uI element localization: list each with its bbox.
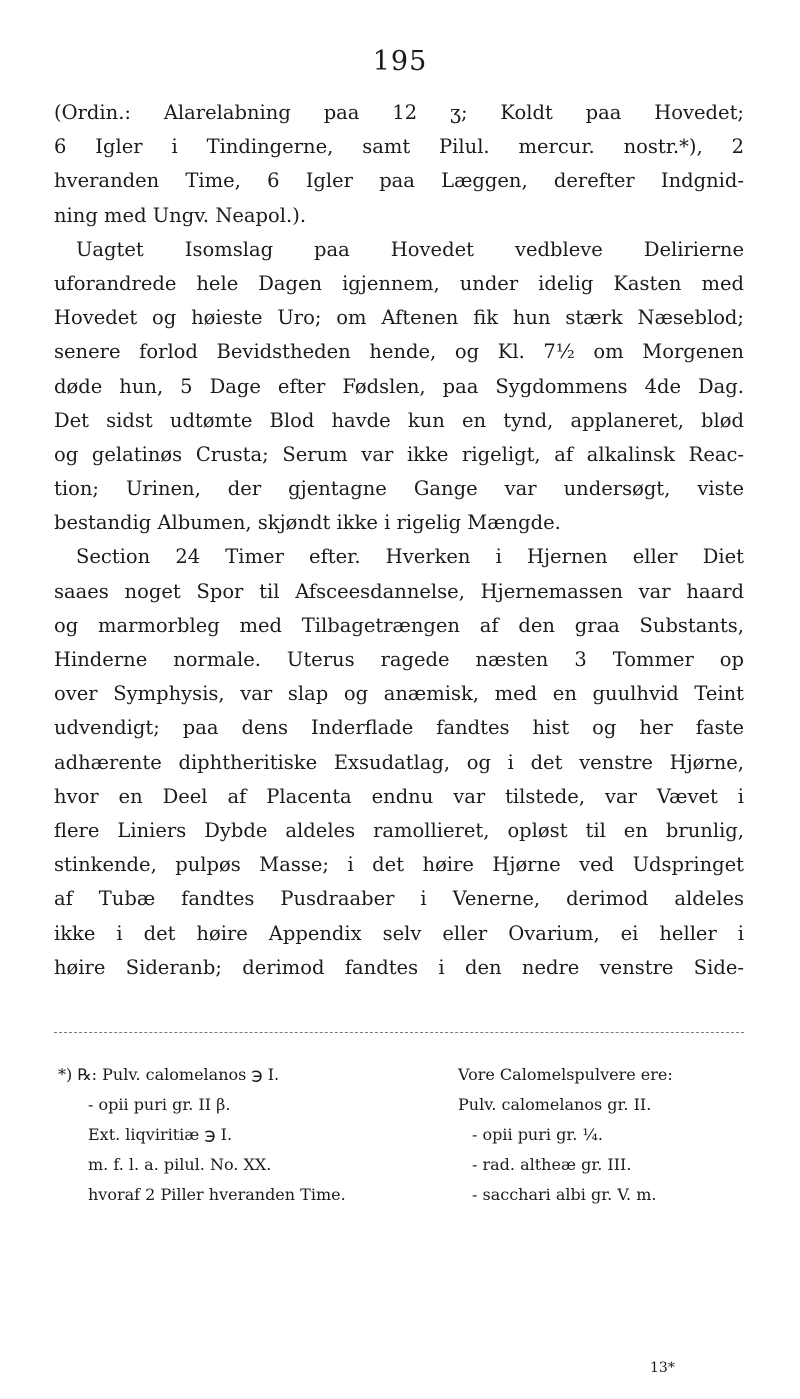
text-line: døde hun, 5 Dage efter Fødslen, paa Sygdommens 4de Dag. bbox=[54, 374, 744, 398]
footnote-line: Pulv. calomelanos gr. II. bbox=[458, 1095, 652, 1114]
text-line: Section 24 Timer efter. Hverken i Hjernen eller Diet bbox=[76, 545, 744, 569]
text-line: Det sidst udtømte Blod havde kun en tynd, applaneret, blød bbox=[54, 408, 744, 432]
page-number: 195 bbox=[372, 46, 428, 77]
footnote-line: Ext. liqviritiæ ℈ I. bbox=[88, 1125, 233, 1144]
text-line: og gelatinøs Crusta; Serum var ikke rigeligt, af alkalinsk Reac- bbox=[54, 442, 744, 466]
text-line: ning med Ungv. Neapol.). bbox=[54, 203, 307, 227]
text-line: og marmorbleg med Tilbagetrængen af den graa Substants, bbox=[54, 613, 744, 637]
text-line: Hovedet og høieste Uro; om Aftenen fik hun stærk Næseblod; bbox=[54, 306, 744, 330]
footnote-line: hvoraf 2 Piller hveranden Time. bbox=[88, 1185, 346, 1204]
text-line: Hinderne normale. Uterus ragede næsten 3 Tommer op bbox=[54, 648, 744, 671]
signature-mark: 13* bbox=[650, 1360, 675, 1376]
text-line: uforandrede hele Dagen igjennem, under idelig Kasten med bbox=[54, 271, 744, 295]
body-text bbox=[54, 96, 744, 985]
text-line: over Symphysis, var slap og anæmisk, med en guulhvid Teint bbox=[54, 682, 744, 706]
text-line: adhærente diphtheritiske Exsudatlag, og i det venstre Hjørne, bbox=[54, 750, 744, 774]
text-line: bestandig Albumen, skjøndt ikke i rigelig Mængde. bbox=[54, 511, 561, 535]
text-line: hvor en Deel af Placenta endnu var tilstede, var Vævet i bbox=[54, 784, 744, 808]
footnote-line: Vore Calomelspulvere ere: bbox=[458, 1065, 673, 1084]
footnote-line: - rad. altheæ gr. III. bbox=[472, 1155, 632, 1174]
text-line: høire Sideranb; derimod fandtes i den nedre venstre Side- bbox=[54, 955, 744, 979]
text-line: saaes noget Spor til Afsceesdannelse, Hjernemassen var haard bbox=[54, 579, 744, 603]
footnote-line: *) ℞: Pulv. calomelanos ℈ I. bbox=[58, 1065, 280, 1084]
text-line: flere Liniers Dybde aldeles ramollieret, opløst til en brunlig, bbox=[54, 818, 744, 842]
footnote-divider bbox=[54, 1032, 744, 1033]
text-line: senere forlod Bevidstheden hende, og Kl. 7½ om Morgenen bbox=[54, 340, 744, 364]
footnote-line: - opii puri gr. II β. bbox=[88, 1095, 231, 1114]
footnote-line: m. f. l. a. pilul. No. XX. bbox=[88, 1155, 272, 1174]
text-line: hveranden Time, 6 Igler paa Læggen, derefter Indgnid- bbox=[54, 169, 744, 193]
text-line: (Ordin.: Alarelabning paa 12 ʒ; Koldt paa Hovedet; bbox=[54, 101, 744, 124]
text-line: ikke i det høire Appendix selv eller Ovarium, ei heller i bbox=[54, 921, 744, 945]
footnote-right-column bbox=[458, 1060, 758, 1210]
text-line: udvendigt; paa dens Inderflade fandtes hist og her faste bbox=[54, 716, 744, 740]
text-line: tion; Urinen, der gjentagne Gange var undersøgt, viste bbox=[54, 477, 744, 501]
text-line: af Tubæ fandtes Pusdraaber i Venerne, derimod aldeles bbox=[54, 887, 744, 911]
footnote-line: - opii puri gr. ¼. bbox=[472, 1125, 603, 1144]
footnote-left-column bbox=[58, 1060, 388, 1210]
text-line: stinkende, pulpøs Masse; i det høire Hjørne ved Udspringet bbox=[54, 853, 744, 877]
text-line: Uagtet Isomslag paa Hovedet vedblevе Delirierne bbox=[76, 237, 744, 261]
text-line: 6 Igler i Tindingerne, samt Pilul. mercur. nostr.*), 2 bbox=[54, 135, 744, 159]
footnote-line: - sacchari albi gr. V. m. bbox=[472, 1185, 657, 1204]
